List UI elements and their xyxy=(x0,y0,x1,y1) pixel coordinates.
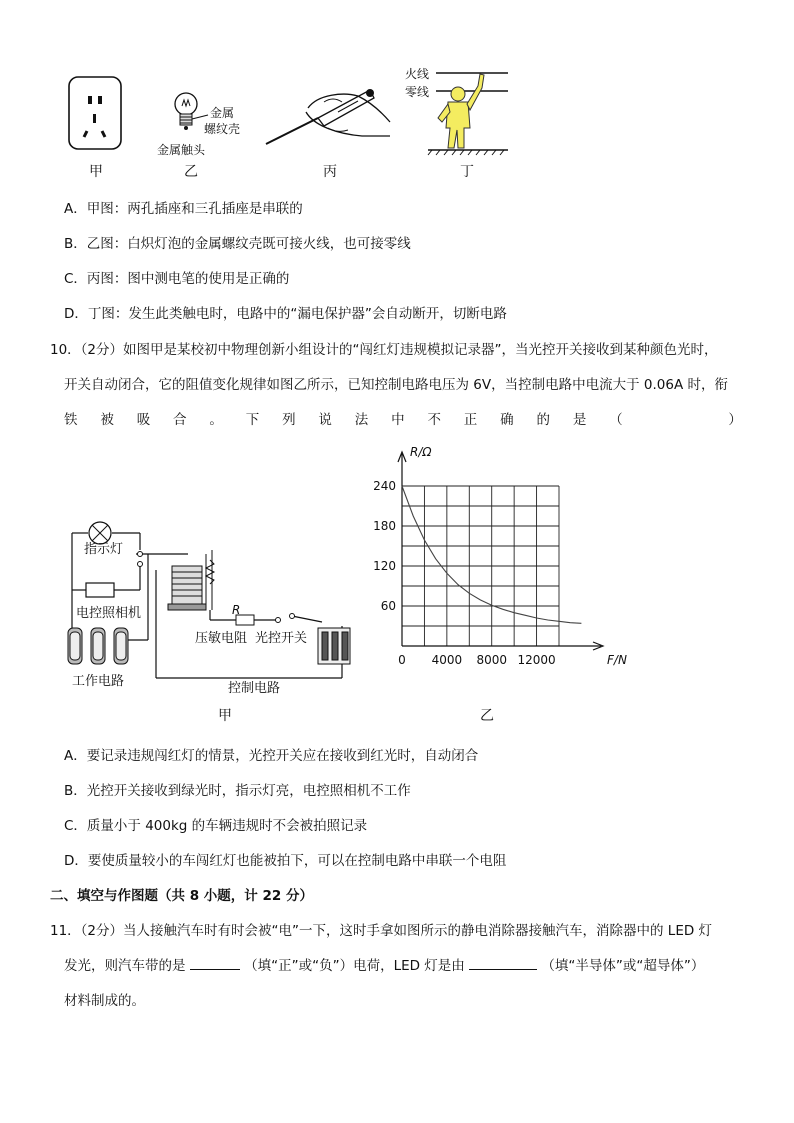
y-tick-label: 60 xyxy=(380,599,396,613)
electric-shock-figure xyxy=(424,66,512,156)
x-tick-label: 8000 xyxy=(476,653,507,667)
bulb-figure xyxy=(172,88,212,148)
test-pen-figure xyxy=(262,82,394,150)
camera-symbol xyxy=(86,583,114,597)
q10-option-d: D．要使质量较小的车闯红灯也能被拍下，可以在控制电路中串联一个电阻 xyxy=(64,853,507,869)
shock-caption: 丁 xyxy=(460,164,474,180)
q11-stem-line2: 发光，则汽车带的是 （填“正”或“负”）电荷，LED 灯是由 （填“半导体”或“超导体”） xyxy=(64,954,704,974)
circuit-caption: 甲 xyxy=(218,708,232,724)
q10-stem-line3: 铁 被 吸 合 。 下 列 说 法 中 不 正 确 的 是 （ ） xyxy=(64,412,742,428)
neutral-wire-label: 零线 xyxy=(405,85,430,99)
label-indicator-lamp: 指示灯 xyxy=(84,542,124,557)
socket-caption: 甲 xyxy=(89,164,103,180)
pen-caption: 丙 xyxy=(323,164,337,180)
y-tick-label: 120 xyxy=(373,559,396,573)
x-tick-label: 4000 xyxy=(431,653,463,667)
q10-stem-line2: 开关自动闭合，它的阻值变化规律如图乙所示，已知控制电路电压为 6V，当控制电路中电流大于 0.06A 时，衔 xyxy=(64,377,728,393)
chart-axes xyxy=(398,452,603,650)
control-battery xyxy=(318,628,350,664)
hand-outline xyxy=(306,94,390,136)
q9-option-a: A．甲图：两孔插座和三孔插座是串联的 xyxy=(64,201,303,217)
bulb-label-contact: 金属触头 xyxy=(157,143,206,157)
chart-svg xyxy=(365,440,635,700)
q9-option-d: D．丁图：发生此类触电时，电路中的“漏电保护器”会自动断开，切断电路 xyxy=(64,306,507,322)
y-tick-label: 240 xyxy=(373,479,396,493)
y-axis-label: R/Ω xyxy=(410,445,432,459)
label-work-circuit: 工作电路 xyxy=(72,674,125,689)
bulb-label-shell-1: 金属 xyxy=(210,106,235,120)
bulb-caption: 乙 xyxy=(184,164,198,180)
socket-figure xyxy=(68,76,122,150)
x-tick-label: 0 xyxy=(398,653,406,667)
q10-option-a: A．要记录违规闯红灯的情景，光控开关应在接收到红光时，自动闭合 xyxy=(64,748,479,764)
q10-option-c: C．质量小于 400kg 的车辆违规时不会被拍照记录 xyxy=(64,818,368,834)
chart-grid xyxy=(402,486,559,646)
resistance-force-chart xyxy=(365,440,635,700)
graph-caption: 乙 xyxy=(480,708,494,724)
label-pressure-resistor: 压敏电阻 xyxy=(195,631,248,646)
label-camera: 电控照相机 xyxy=(76,606,142,621)
bulb-glass xyxy=(175,93,197,115)
bulb-contact xyxy=(184,126,188,130)
label-light-switch: 光控开关 xyxy=(255,631,308,646)
q11-stem-line1: 11．（2分）当人接触汽车时有时会被“电”一下，这时手拿如图所示的静电消除器接触汽车，消除器中的 LED 灯 xyxy=(50,923,713,939)
x-axis-label: F/N xyxy=(607,653,627,667)
q9-option-c: C．丙图：图中测电笔的使用是正确的 xyxy=(64,271,290,287)
label-control-circuit: 控制电路 xyxy=(228,681,281,696)
x-tick-label: 12000 xyxy=(517,653,556,667)
work-battery-cells xyxy=(68,628,128,664)
q11-blank-2[interactable] xyxy=(469,955,537,970)
y-tick-label: 180 xyxy=(373,519,396,533)
q10-stem-line1: 10．（2分）如图甲是某校初中物理创新小组设计的“闯红灯违规模拟记录器”，当光控开关接收到某种颜色光时， xyxy=(50,342,718,358)
section-2-heading: 二、填空与作图题（共 8 小题，计 22 分） xyxy=(50,888,313,904)
label-resistor-r: R xyxy=(232,603,241,617)
bulb-label-shell-2: 螺纹壳 xyxy=(204,122,241,136)
live-wire-label: 火线 xyxy=(405,67,430,81)
electromagnet-relay xyxy=(168,550,214,610)
chart-labels xyxy=(373,445,627,667)
q11-blank-1[interactable] xyxy=(190,955,240,970)
q10-option-b: B．光控开关接收到绿光时，指示灯亮，电控照相机不工作 xyxy=(64,783,411,799)
q9-option-b: B．乙图：白炽灯泡的金属螺纹壳既可接火线，也可接零线 xyxy=(64,236,411,252)
q11-stem-line3: 材料制成的。 xyxy=(64,993,145,1009)
